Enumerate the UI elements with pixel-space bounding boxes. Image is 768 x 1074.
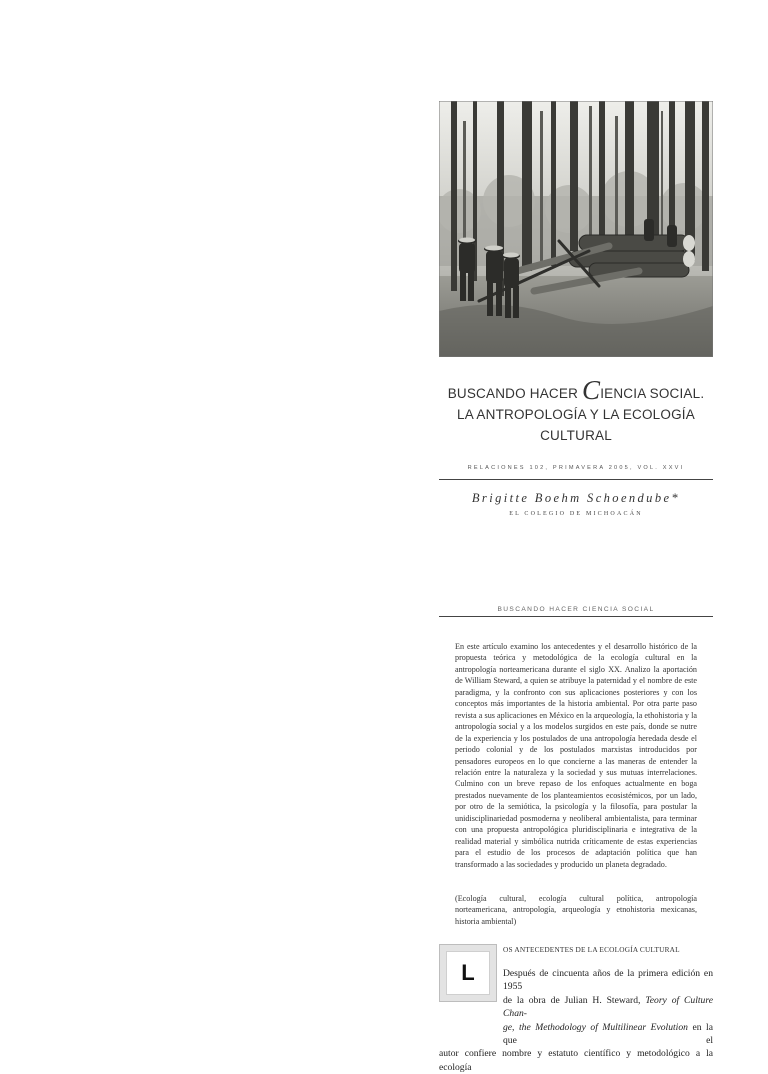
keywords: (Ecología cultural, ecología cultural política, antropología norteamericana, antropología, arqueología y etnohistoria mexicanas, historia ambiental) — [455, 894, 697, 926]
running-head: BUSCANDO HACER CIENCIA SOCIAL — [497, 606, 655, 613]
title-line-1-start: BUSCANDO HACER — [447, 386, 582, 401]
body-paragraph — [439, 967, 713, 1074]
abstract: En este artículo examino los antecedentes y el desarrollo histórico de la propuesta teórica y metodológica de la ecología cultural en la antropología norteamericana durante el siglo XX. Analizo la aportación de William Steward, a quien se atribuye la paternidad y el nombre de este paradigma, y la confronto con sus aplicaciones posteriores y con los conceptos más importantes de la historia ambiental. Por otra parte paso revista a sus aplicaciones en México en la arqueología, la ethohistoria y la antropología social y a los modelos surgidos en este país, donde se nutre de la experiencia y los postulados de una antropología heredada desde el periodo colonial y de los postulados marxistas introducidos por pensadores europeos en lo que concierne a las maneras de entender la relación entre la naturaleza y la sociedad y sus mutuas interrelaciones. Culmino con un breve repaso de los enfoques actualmente en boga prestados nuevamente de los planteamientos ecosistémicos, por un lado, por otro de la semiótica, la psicología y la filosofía, para postular la unidisciplinariedad posmoderna y neoliberal ambientalista, para terminar con una propuesta antropológica pluridisciplinaria e integrativa de la realidad material y simbólica nutrida críticamente de estas experiencias para el estudio de los procesos de adaptación política que han transformado a las sociedades y producido un planeta degradado. — [455, 642, 697, 869]
forest-logging-photo — [439, 101, 713, 357]
body-line-1: Después de cincuenta años de la primera edición en 1955 — [503, 968, 713, 993]
title-initial-c: C — [581, 375, 601, 405]
dropcap-letter: L — [446, 951, 490, 995]
divider-rule — [439, 479, 713, 480]
body-line-2-text: de la obra de Julian H. Steward, — [503, 994, 646, 1006]
title-line-3: CULTURAL — [540, 428, 612, 443]
body-line-4: autor confiere nombre y estatuto científico y metodológico a la ecología — [439, 1048, 713, 1073]
author-name: Brigitte Boehm Schoendube* — [471, 491, 681, 505]
section-heading: OS ANTECEDENTES DE LA ECOLOGÍA CULTURAL — [503, 945, 680, 954]
body-line-2 — [439, 994, 713, 1021]
book-title-part-2: ge, the Methodology of Multilinear Evolution — [503, 1021, 688, 1033]
journal-citation: RELACIONES 102, PRIMAVERA 2005, VOL. XXVI — [467, 465, 685, 471]
running-head-rule — [439, 616, 713, 617]
title-line-1-end: IENCIA SOCIAL. — [600, 386, 705, 401]
article-title — [439, 375, 713, 446]
body-line-3-text: en la que el — [503, 1021, 713, 1047]
author-affiliation: EL COLEGIO DE MICHOACÁN — [509, 511, 643, 517]
title-line-2: LA ANTROPOLOGÍA Y LA ECOLOGÍA — [457, 407, 695, 422]
book-title-part-1: Teory of Culture Chan- — [503, 994, 713, 1020]
title-line-1 — [439, 375, 713, 405]
body-line-3 — [439, 1021, 713, 1048]
